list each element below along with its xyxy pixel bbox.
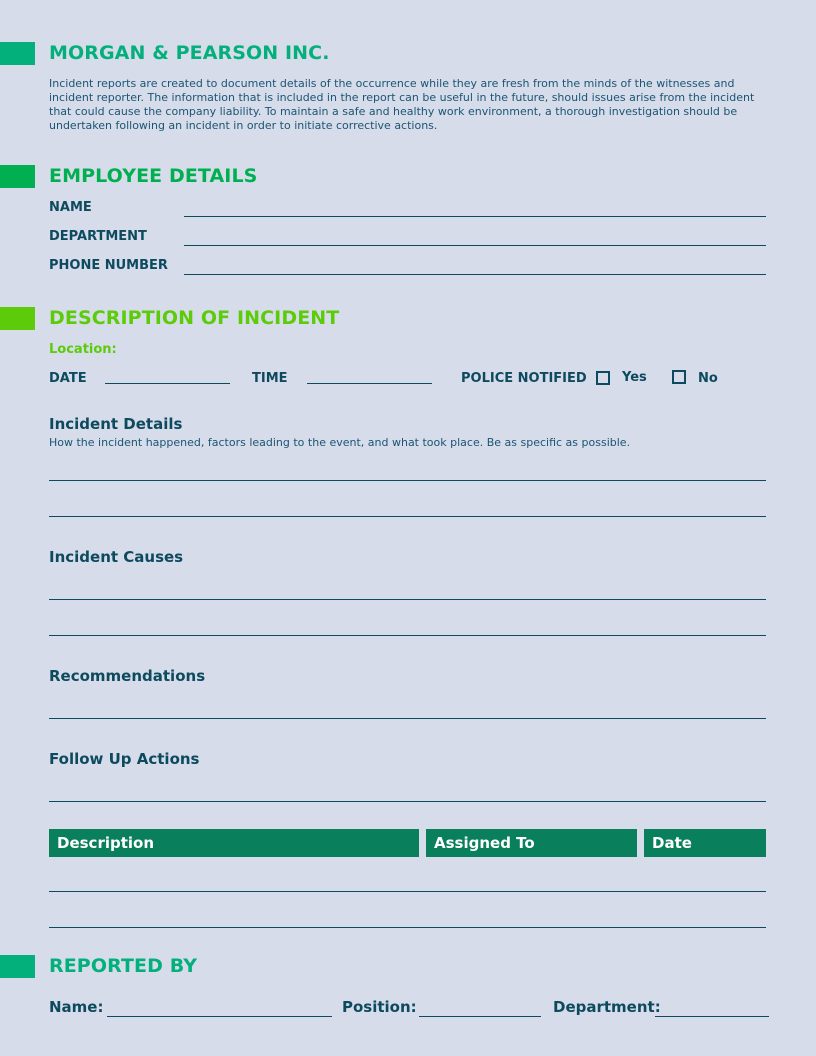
section-marker-incident [0, 307, 35, 330]
date-field-line[interactable] [105, 383, 230, 384]
section-marker-company [0, 42, 35, 65]
police-yes-checkbox[interactable] [596, 371, 610, 385]
employee-details-heading: EMPLOYEE DETAILS [49, 165, 258, 187]
follow-up-actions-title: Follow Up Actions [49, 750, 200, 768]
follow-up-actions-line[interactable] [49, 801, 766, 802]
incident-details-hint: How the incident happened, factors leading to the event, and what took place. Be as specific as possible. [49, 436, 631, 449]
incident-causes-title: Incident Causes [49, 548, 184, 566]
time-field-line[interactable] [307, 383, 432, 384]
reporter-department-label: Department: [553, 998, 661, 1016]
incident-heading: DESCRIPTION OF INCIDENT [49, 307, 340, 329]
yes-label: Yes [622, 370, 647, 385]
reported-by-heading: REPORTED BY [49, 955, 198, 977]
name-label: NAME [49, 200, 92, 215]
section-marker-employee [0, 165, 35, 188]
no-label: No [698, 371, 718, 386]
table-row-line-1[interactable] [49, 891, 766, 892]
recommendations-line[interactable] [49, 718, 766, 719]
time-label: TIME [252, 371, 288, 386]
company-name: MORGAN & PEARSON INC. [49, 42, 330, 64]
police-notified-label: POLICE NOTIFIED [461, 371, 587, 386]
reporter-position-label: Position: [342, 998, 417, 1016]
incident-details-title: Incident Details [49, 415, 183, 433]
incident-causes-line-1[interactable] [49, 599, 766, 600]
reporter-department-line[interactable] [655, 1016, 769, 1017]
location-label: Location: [49, 342, 117, 357]
police-no-checkbox[interactable] [672, 370, 686, 384]
department-label: DEPARTMENT [49, 229, 147, 244]
section-marker-reported-by [0, 955, 35, 978]
phone-number-label: PHONE NUMBER [49, 258, 168, 273]
reporter-position-line[interactable] [419, 1016, 541, 1017]
recommendations-title: Recommendations [49, 667, 206, 685]
incident-details-line-2[interactable] [49, 516, 766, 517]
column-header-date: Date [644, 829, 766, 857]
intro-paragraph: Incident reports are created to document details of the occurrence while they are fresh from the minds of the witnesses and incident reporter. The information that is included in the report can be useful in the future, should issues arise from the incident that could cause the company liability. To maintain a safe and healthy work environment, a thorough investigation should be undertaken following an incident in order to initiate corrective actions. [49, 77, 755, 132]
table-row-line-2[interactable] [49, 927, 766, 928]
column-header-assigned-to: Assigned To [426, 829, 637, 857]
phone-number-field-line[interactable] [184, 274, 766, 275]
incident-causes-line-2[interactable] [49, 635, 766, 636]
department-field-line[interactable] [184, 245, 766, 246]
column-header-description: Description [49, 829, 419, 857]
name-field-line[interactable] [184, 216, 766, 217]
reporter-name-line[interactable] [107, 1016, 332, 1017]
date-label: DATE [49, 371, 87, 386]
incident-details-line-1[interactable] [49, 480, 766, 481]
reporter-name-label: Name: [49, 998, 104, 1016]
